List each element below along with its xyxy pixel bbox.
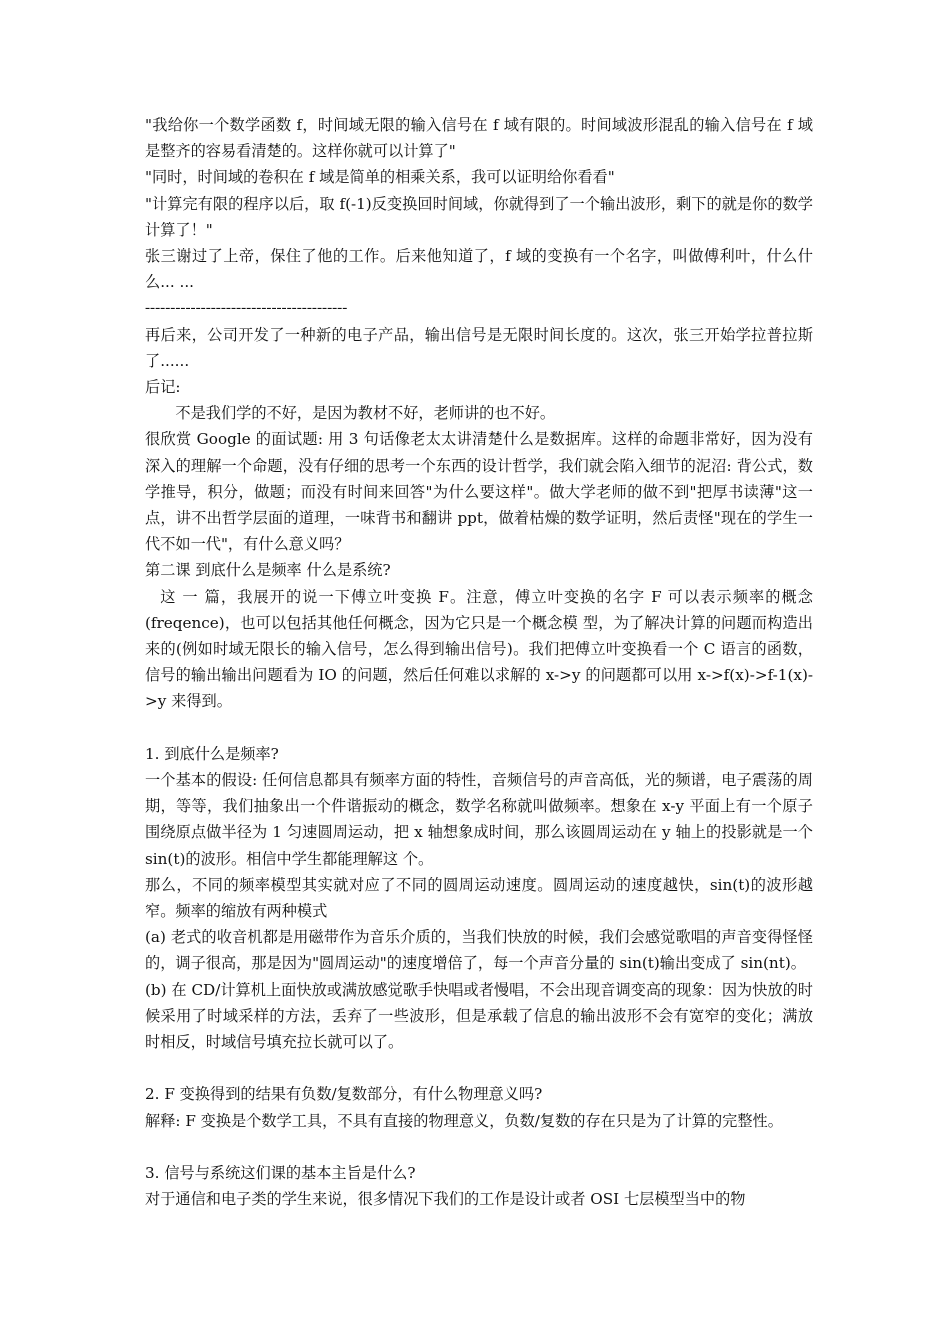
paragraph-14: 对于通信和电子类的学生来说，很多情况下我们的工作是设计或者 OSI 七层模型当中的物 xyxy=(145,1190,746,1209)
lesson-two-heading: 第二课 到底什么是频率 什么是系统? xyxy=(145,561,391,580)
paragraph-9: 一个基本的假设: 任何信息都具有频率方面的特性，音频信号的声音高低，光的频谱，电子震荡的周期，等等，我们抽象出一个件谐振动的概念，数学名称就叫做频率。想象在 x-y 平面上有一个原子围绕原点做半径为 1 匀速圆周运动，把 x 轴想象成时间，那么该圆周运动在 y 轴上的投影就是一个 sin(t)的波形。相信中学生都能理解这 个。 xyxy=(145,771,813,868)
paragraph-7: 很欣赏 Google 的面试题: 用 3 句话像老太太讲清楚什么是数据库。这样的命题非常好，因为没有深入的理解一个命题，没有仔细的思考一个东西的设计哲学，我们就会陷入细节的泥沼: 背公式，数学推导，积分，做题；而没有时间来回答"为什么要这样"。做大学老师的做不到"把厚书读薄"这一点，讲不出哲学层面的道理，一味背书和翻讲 ppt，做着枯燥的数学证明，然后责怪"现在的学生一代不如一代"，有什么意义吗？ xyxy=(145,430,813,554)
blank-line xyxy=(145,1134,813,1160)
paragraph-4: 张三谢过了上帝，保住了他的工作。后来他知道了，f 域的变换有一个名字，叫做傅利叶，什么什么... ... xyxy=(145,247,813,292)
section-3-heading: 3. 信号与系统这们课的基本主旨是什么? xyxy=(145,1164,416,1183)
paragraph-2: "同时，时间域的卷积在 f 域是简单的相乘关系，我可以证明给你看看" xyxy=(145,168,615,187)
paragraph-11: (a) 老式的收音机都是用磁带作为音乐介质的，当我们快放的时候，我们会感觉歌唱的声音变得怪怪的，调子很高，那是因为"圆周运动"的速度增倍了，每一个声音分量的 sin(t)输出变成了 sin(nt)。 xyxy=(145,928,813,973)
paragraph-12: (b) 在 CD/计算机上面快放或满放感觉歌手快唱或者慢唱，不会出现音调变高的现象：因为快放的时候采用了时域采样的方法，丢弃了一些波形，但是承载了信息的输出波形不会有宽窄的变化；满放时相反，时域信号填充拉长就可以了。 xyxy=(145,980,813,1052)
afterword-heading: 后记: xyxy=(145,378,181,397)
paragraph-5: 再后来，公司开发了一种新的电子产品，输出信号是无限时间长度的。这次，张三开始学拉普拉斯了...... xyxy=(145,325,813,370)
section-2-heading: 2. F 变换得到的结果有负数/复数部分，有什么物理意义吗? xyxy=(145,1085,543,1104)
paragraph-10: 那么，不同的频率模型其实就对应了不同的圆周运动速度。圆周运动的速度越快，sin(t)的波形越窄。频率的缩放有两种模式 xyxy=(145,875,813,921)
paragraph-13: 解释: F 变换是个数学工具，不具有直接的物理意义，负数/复数的存在只是为了计算的完整性。 xyxy=(145,1111,783,1130)
dashed-divider: ---------------------------------------- xyxy=(145,299,348,317)
paragraph-3: "计算完有限的程序以后，取 f(-1)反变换回时间域，你就得到了一个输出波形，剩下的就是你的数学计算了！" xyxy=(145,194,813,239)
blank-line xyxy=(145,1055,813,1081)
paragraph-1: "我给你一个数学函数 f，时间域无限的输入信号在 f 域有限的。时间域波形混乱的输入信号在 f 域是整齐的容易看清楚的。这样你就可以计算了" xyxy=(145,116,813,161)
section-1-heading: 1. 到底什么是频率? xyxy=(145,744,279,763)
blank-line xyxy=(145,715,813,741)
paragraph-6: 不是我们学的不好，是因为教材不好，老师讲的也不好。 xyxy=(175,404,556,423)
document-page xyxy=(145,112,813,1212)
paragraph-8: 这 一 篇，我展开的说一下傅立叶变换 F。注意，傅立叶变换的名字 F 可以表示频率的概念(freqence)，也可以包括其他任何概念，因为它只是一个概念模 型，为了解决计算的问题而构造出来的(例如时域无限长的输入信号，怎么得到输出信号)。我们把傅立叶变换看一个 C 语言的函数，信号的输出输出问题看为 IO 的问题，然后任何难以求解的 x->y 的问题都可以用 x->f(x)->f-1(x)->y 来得到。 xyxy=(145,587,813,711)
